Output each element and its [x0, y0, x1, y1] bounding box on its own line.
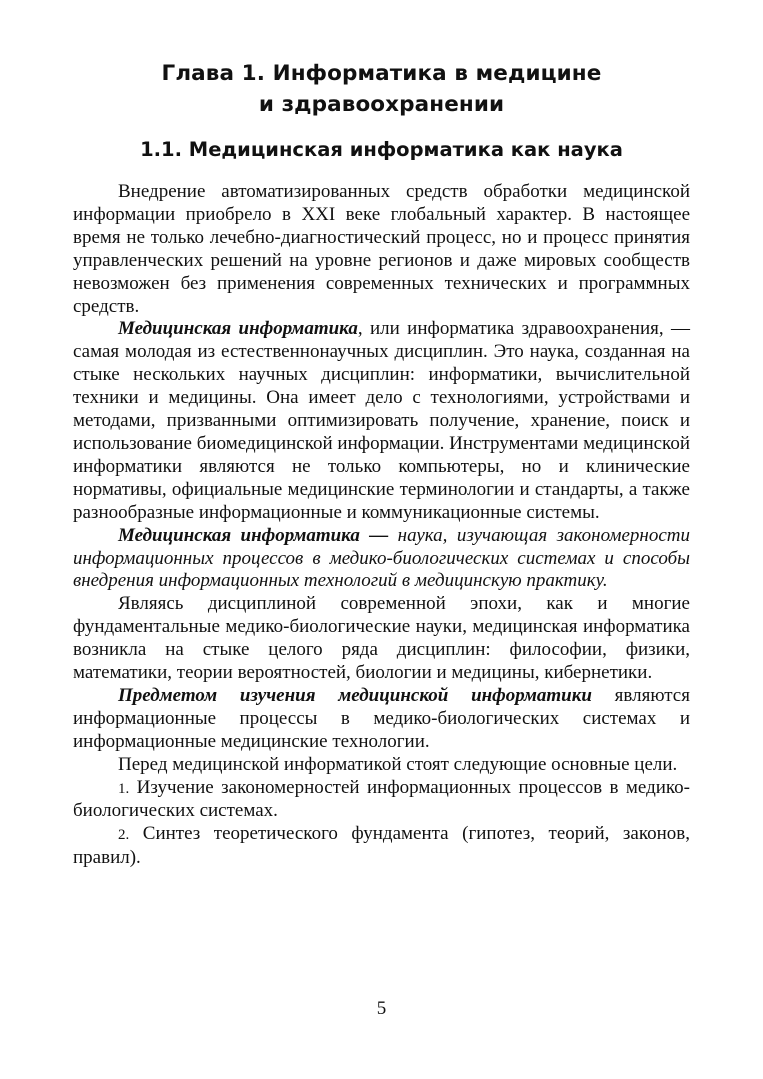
definition-text: наука, изучающая закономерности информационных процессов в медико-биологических системах и способы внедрения информационных технологий в медицинскую практику.: [73, 524, 690, 592]
paragraph-definition-general: [73, 318, 690, 524]
goal-text: Синтез теоретического фундамента (гипотез, теорий, законов, правил).: [73, 823, 690, 869]
term-subject-of-study: Предметом изучения медицинской информатики: [118, 684, 592, 706]
paragraph-definition-general-text: , или информатика здравоохранения, — самая молодая из естественнонаучных дисциплин. Это наука, созданная на стыке нескольких научных дисциплин: информатики, вычислительной техники и медицины. Она имеет дело с технологиями, устройствами и методами, призванными оптимизировать получение, хранение, поиск и использование биомедицинской информации. Инструментами медицинской информатики являются не только компьютеры, но и клинические нормативы, официальные медицинские терминологии и стандарты, а также разнообразные информационные и коммуникационные системы.: [73, 318, 690, 523]
body-text: [73, 181, 690, 870]
goal-number: 1.: [118, 780, 130, 797]
goal-item-1: [73, 777, 690, 824]
chapter-title-line-2: и здравоохранении: [258, 92, 505, 117]
goal-number: 2.: [118, 827, 130, 844]
goal-text: Изучение закономерностей информационных процессов в медико-биологических системах.: [73, 776, 690, 822]
chapter-title-line-1: Глава 1. Информатика в медицине: [161, 61, 602, 86]
paragraph-subject: [73, 685, 690, 754]
paragraph-subject-text: являются информационные процессы в медико-биологических системах и информационные медицинские технологии.: [73, 684, 690, 752]
term-medical-informatics-dash: Медицинская информатика —: [118, 524, 389, 546]
page: [73, 58, 690, 870]
page-number: 5: [376, 998, 387, 1019]
section-title: 1.1. Медицинская информатика как наука: [140, 138, 623, 161]
paragraph-discipline: Являясь дисциплиной современной эпохи, как и многие фундаментальные медико-биологические науки, медицинская информатика возникла на стыке целого ряда дисциплин: философии, физики, математики, теории вероятностей, биологии и медицины, кибернетики.: [73, 593, 690, 684]
paragraph-goals-intro: Перед медицинской информатикой стоят следующие основные цели.: [118, 753, 678, 775]
paragraph-intro: Внедрение автоматизированных средств обработки медицинской информации приобрело в XXI веке глобальный характер. В настоящее время не только лечебно-диагностический процесс, но и процесс принятия управленческих решений на уровне регионов и даже мировых сообществ невозможен без применения современных технических и программных средств.: [73, 181, 690, 317]
term-medical-informatics: Медицинская информатика: [118, 318, 358, 340]
paragraph-definition-formal: [73, 525, 690, 594]
goal-item-2: [73, 823, 690, 870]
chapter-title: [73, 58, 690, 120]
